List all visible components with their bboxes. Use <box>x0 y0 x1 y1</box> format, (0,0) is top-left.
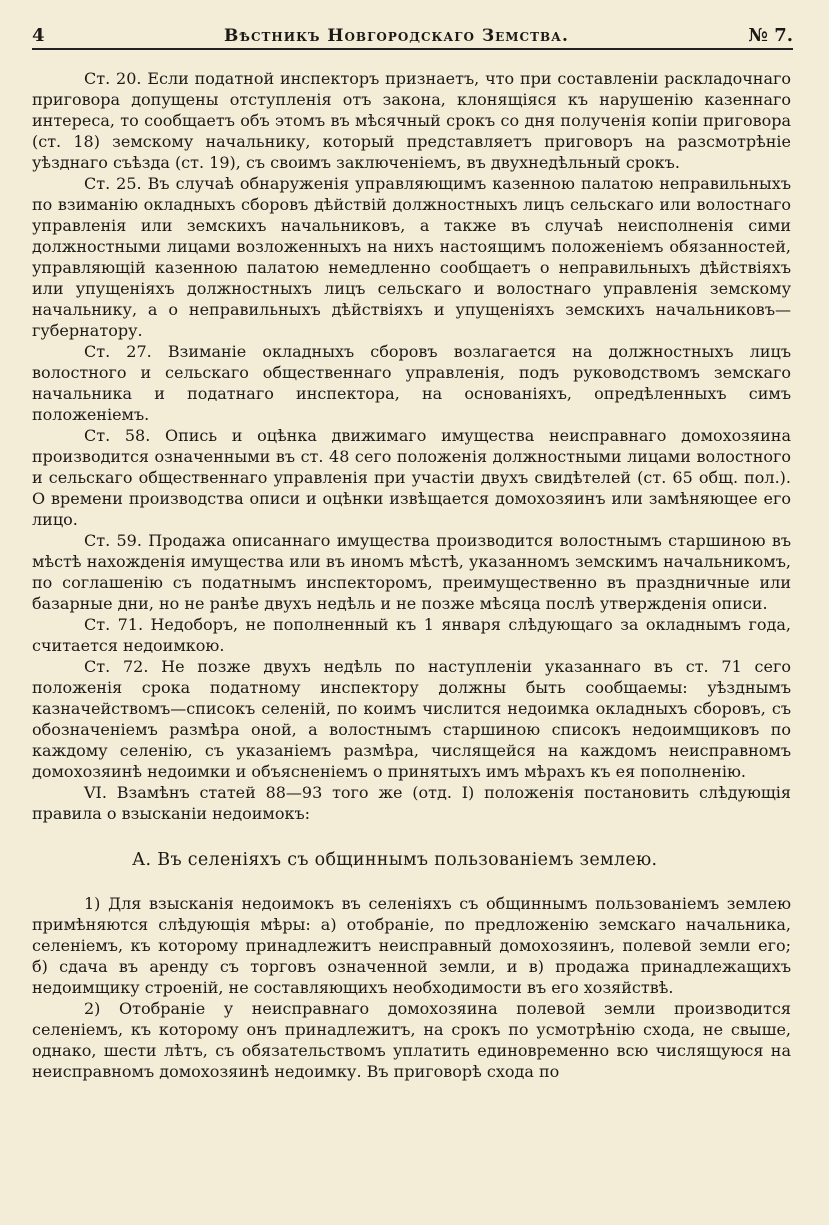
paragraph-art-27: Ст. 27. Взиманіе окладныхъ сборовъ возлагается на должностныхъ лицъ волостного и сельскаго общественнаго управленія, подъ руководствомъ земскаго начальника и податнаго инспектора, на основаніяхъ, опредѣленныхъ симъ положеніемъ. <box>32 342 791 424</box>
paragraph-art-59: Ст. 59. Продажа описаннаго имущества производится волостнымъ старшиною въ мѣстѣ нахожденія имущества или въ иномъ мѣстѣ, указанномъ земскимъ начальникомъ, по соглашенію съ податнымъ инспекторомъ, преимущественно въ праздничные или базарные дни, но не ранѣе двухъ недѣль и не позже мѣсяца послѣ утвержденія описи. <box>32 531 791 613</box>
page-header <box>32 20 793 46</box>
article-body <box>32 68 791 1082</box>
section-heading: А. Въ селеніяхъ съ общиннымъ пользованіемъ землею. <box>132 850 658 870</box>
page-number: 4 <box>32 25 45 46</box>
paragraph-art-58: Ст. 58. Опись и оцѣнка движимаго имущества неисправнаго домохозяина производится означенными въ ст. 48 сего положенія должностными лицами волостного и сельскаго общественнаго управленія при участіи двухъ свидѣтелей (ст. 65 общ. пол.). О времени производства описи и оцѣнки извѣщается домохозяинъ или замѣняющее его лицо. <box>32 426 791 529</box>
paragraph-section-vi: VI. Взамѣнъ статей 88—93 того же (отд. I) положенія постановить слѣдующія правила о взысканіи недоимокъ: <box>32 783 791 823</box>
header-rule <box>32 48 793 50</box>
paragraph-art-72: Ст. 72. Не позже двухъ недѣль по наступленіи указаннаго въ ст. 71 сего положенія срока податному инспектору должны быть сообщаемы: уѣзднымъ казначействомъ—списокъ селеній, по коимъ числится недоимка окладныхъ сборовъ, съ обозначеніемъ размѣра оной, а волостнымъ старшиною списокъ недоимщиковъ по каждому селенію, съ указаніемъ размѣра, числящейся на каждомъ неисправномъ домохозяинѣ недоимки и объясненіемъ о принятыхъ имъ мѣрахъ къ ея пополненію. <box>32 657 791 781</box>
journal-title: Вѣстникъ Новгородскаго Земства. <box>224 26 569 46</box>
issue-number: № 7. <box>748 25 793 46</box>
paragraph-art-20: Ст. 20. Если податной инспекторъ признаетъ, что при составленіи раскладочнаго приговора допущены отступленія отъ закона, клонящіяся къ нарушенію казеннаго интереса, то сообщаетъ объ этомъ въ мѣсячный срокъ со дня полученія копіи приговора (ст. 18) земскому начальнику, который представляетъ приговоръ на разсмотрѣніе уѣзднаго съѣзда (ст. 19), съ своимъ заключеніемъ, въ двухнедѣльный срокъ. <box>32 69 791 172</box>
paragraph-rule-1: 1) Для взысканія недоимокъ въ селеніяхъ съ общиннымъ пользованіемъ землею примѣняются слѣдующія мѣры: а) отобраніе, по предложенію земскаго начальника, селеніемъ, къ которому принадлежитъ неисправный домохозяинъ, полевой земли его; б) сдача въ аренду съ торговъ означенной земли, и в) продажа принадлежащихъ недоимщику строеній, не составляющихъ необходимости въ его хозяйствѣ. <box>32 894 791 997</box>
paragraph-art-25: Ст. 25. Въ случаѣ обнаруженія управляющимъ казенною палатою неправильныхъ по взиманію окладныхъ сборовъ дѣйствій должностныхъ лицъ сельскаго или волостнаго управленія или земскихъ начальниковъ, а также въ случаѣ неисполненія сими должностными лицами возложенныхъ на нихъ настоящимъ положеніемъ обязанностей, управляющій казенною палатою немедленно сообщаетъ о неправильныхъ дѣйствіяхъ или упущеніяхъ должностныхъ лицъ сельскаго и волостнаго управленія земскому начальнику, а о неправильныхъ дѣйствіяхъ и упущеніяхъ земскихъ начальниковъ—губернатору. <box>32 174 791 340</box>
paragraph-rule-2: 2) Отобраніе у неисправнаго домохозяина полевой земли производится селеніемъ, къ которому онъ принадлежитъ, на срокъ по усмотрѣнію схода, не свыше, однако, шести лѣтъ, съ обязательствомъ уплатить единовременно всю числящуюся на неисправномъ домохозяинѣ недоимку. Въ приговорѣ схода по <box>32 999 791 1081</box>
paragraph-art-71: Ст. 71. Недоборъ, не пополненный къ 1 января слѣдующаго за окладнымъ года, считается недоимкою. <box>32 615 791 655</box>
